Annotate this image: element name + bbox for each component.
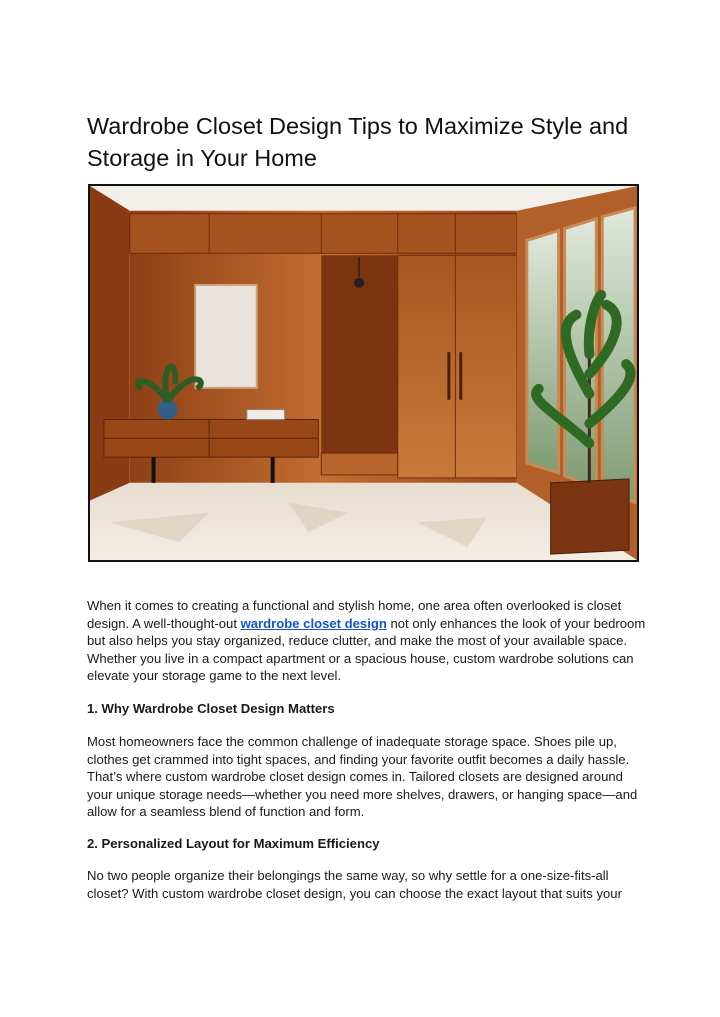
wardrobe-interior-photo-icon (90, 186, 637, 560)
intro-text-after: not only enhances the look of your bedroom but also helps you stay organized, reduce clutter, and make the most of your available space. Whether you live in a compact apartment or a spacious house, custom wardrobe solutions can elevate your storage game to the next level. (87, 615, 646, 684)
hero-image (88, 184, 639, 562)
intro-text-before: When it comes to creating a functional and stylish home, one area often overlooked is closet design. A well-thought-out (87, 598, 622, 631)
page-title: Wardrobe Closet Design Tips to Maximize Style and Storage in Your Home (87, 113, 629, 171)
wardrobe-closet-design-link[interactable]: wardrobe closet design (240, 615, 387, 631)
section-heading-1: 1. Why Wardrobe Closet Design Matters (87, 701, 335, 716)
section-heading-2: 2. Personalized Layout for Maximum Efficiency (87, 836, 380, 851)
intro-paragraph (87, 597, 647, 685)
section-paragraph-2: No two people organize their belongings the same way, so why settle for a one-size-fits-all closet? With custom wardrobe closet design, you can choose the exact layout that suits your (87, 868, 622, 901)
section-paragraph-1: Most homeowners face the common challenge of inadequate storage space. Shoes pile up, clothes get crammed into tight spaces, and finding your favorite outfit becomes a daily hassle. That’s where custom wardrobe closet design comes in. Tailored closets are designed around your unique storage needs—whether you need more shelves, drawers, or hanging space—and allow for a seamless blend of function and form. (87, 734, 638, 820)
